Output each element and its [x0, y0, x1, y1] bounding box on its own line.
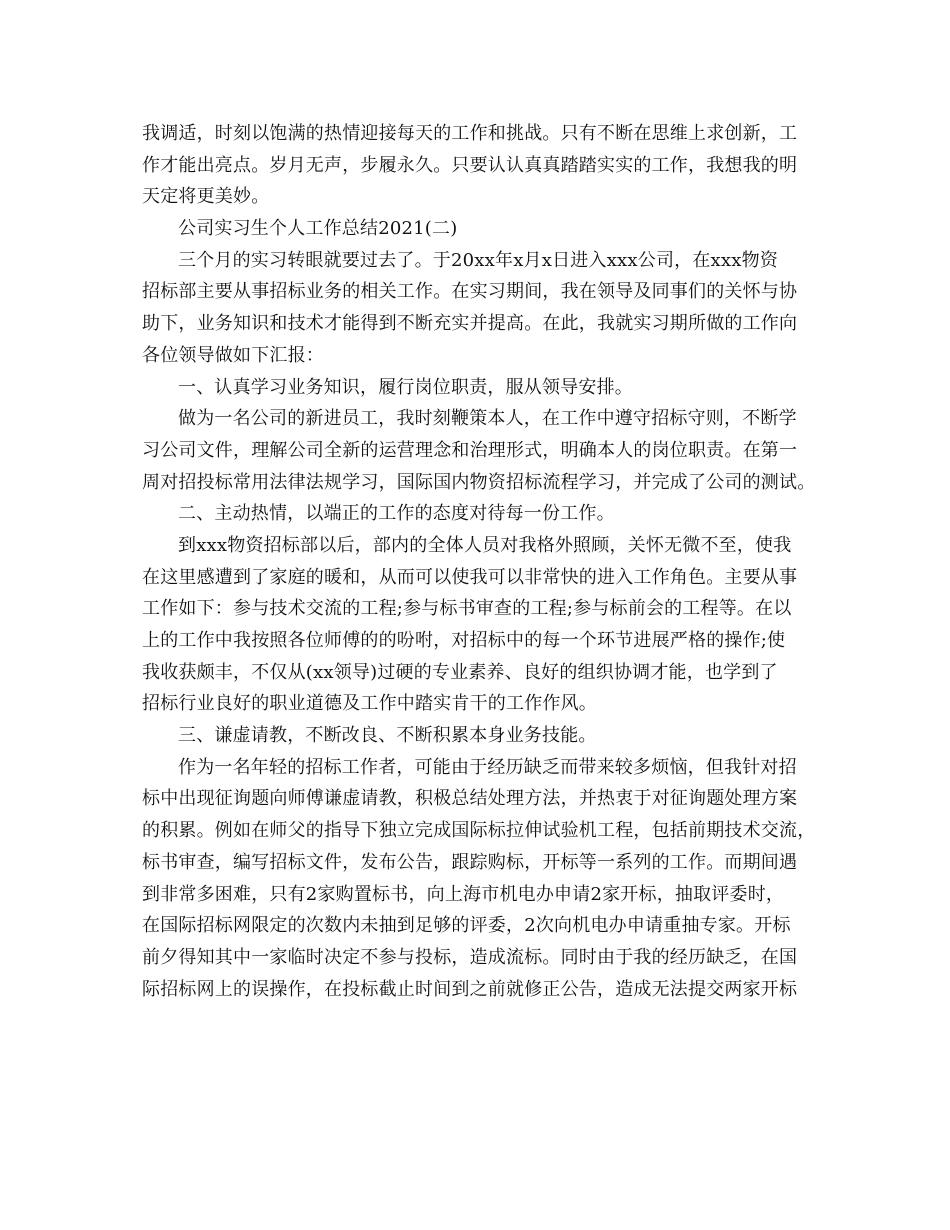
text-line: 标中出现征询题向师傅谦虚请教，积极总结处理方法，并热衷于对征询题处理方案: [142, 788, 798, 810]
text-line: 标书审查，编写招标文件，发布公告，跟踪购标，开标等一系列的工作。而期间遇: [142, 851, 798, 873]
text-line: 在这里感遭到了家庭的暖和，从而可以使我可以非常快的进入工作角色。主要从事: [142, 566, 798, 588]
text-line: 三个月的实习转眼就要过去了。于20xx年x月x日进入xxx公司，在xxx物资: [178, 249, 779, 271]
text-line: 做为一名公司的新进员工，我时刻鞭策本人，在工作中遵守招标守则，不断学: [178, 408, 797, 430]
text-line: 到xxx物资招标部以后，部内的全体人员对我格外照顾，关怀无微不至，使我: [178, 534, 792, 556]
text-line: 际招标网上的误操作，在投标截止时间到之前就修正公告，造成无法提交两家开标: [142, 978, 798, 1000]
text-line: 各位领导做如下汇报：: [142, 344, 324, 366]
text-line: 作为一名年轻的招标工作者，可能由于经历缺乏而带来较多烦恼，但我针对招: [178, 756, 797, 778]
section-heading: 二、主动热情，以端正的工作的态度对待每一份工作。: [178, 503, 615, 525]
text-line: 我调适，时刻以饱满的热情迎接每天的工作和挑战。只有不断在思维上求创新，工: [142, 123, 798, 144]
text-line: 前夕得知其中一家临时决定不参与投标，造成流标。同时由于我的经历缺乏，在国: [142, 946, 798, 968]
text-line: 的积累。例如在师父的指导下独立完成国际标拉伸试验机工程，包括前期技术交流，: [142, 820, 816, 842]
section-title: 公司实习生个人工作总结2021(二): [178, 218, 458, 240]
text-line: 我收获颇丰，不仅从(xx领导)过硬的专业素养、良好的组织协调才能，也学到了: [142, 661, 778, 683]
text-line: 周对招投标常用法律法规学习，国际国内物资招标流程学习，并完成了公司的测试。: [142, 471, 816, 493]
text-line: 在国际招标网限定的次数内未抽到足够的评委，2次向机电办申请重抽专家。开标: [142, 915, 791, 937]
text-line: 招标行业良好的职业道德及工作中踏实肯干的工作作风。: [142, 693, 597, 715]
text-line: 天定将更美妙。: [142, 186, 270, 208]
text-line: 作才能出亮点。岁月无声，步履永久。只要认认真真踏踏实实的工作，我想我的明: [142, 154, 798, 176]
text-line: 习公司文件，理解公司全新的运营理念和治理形式，明确本人的岗位职责。在第一: [142, 439, 798, 461]
text-line: 上的工作中我按照各位师傅的的吩咐，对招标中的每一个环节进展严格的操作;使: [142, 630, 786, 651]
text-line: 工作如下：参与技术交流的工程;参与标书审查的工程;参与标前会的工程等。在以: [142, 598, 792, 620]
text-line: 到非常多困难，只有2家购置标书，向上海市机电办申请2家开标，抽取评委时，: [142, 883, 785, 905]
document-body: [142, 118, 832, 1005]
section-heading: 三、谦虚请教，不断改良、不断积累本身业务技能。: [178, 725, 597, 747]
section-heading: 一、认真学习业务知识，履行岗位职责，服从领导安排。: [178, 376, 633, 398]
text-line: 助下，业务知识和技术才能得到不断充实并提高。在此，我就实习期所做的工作向: [142, 313, 798, 335]
text-line: 招标部主要从事招标业务的相关工作。在实习期间，我在领导及同事们的关怀与协: [142, 281, 798, 303]
